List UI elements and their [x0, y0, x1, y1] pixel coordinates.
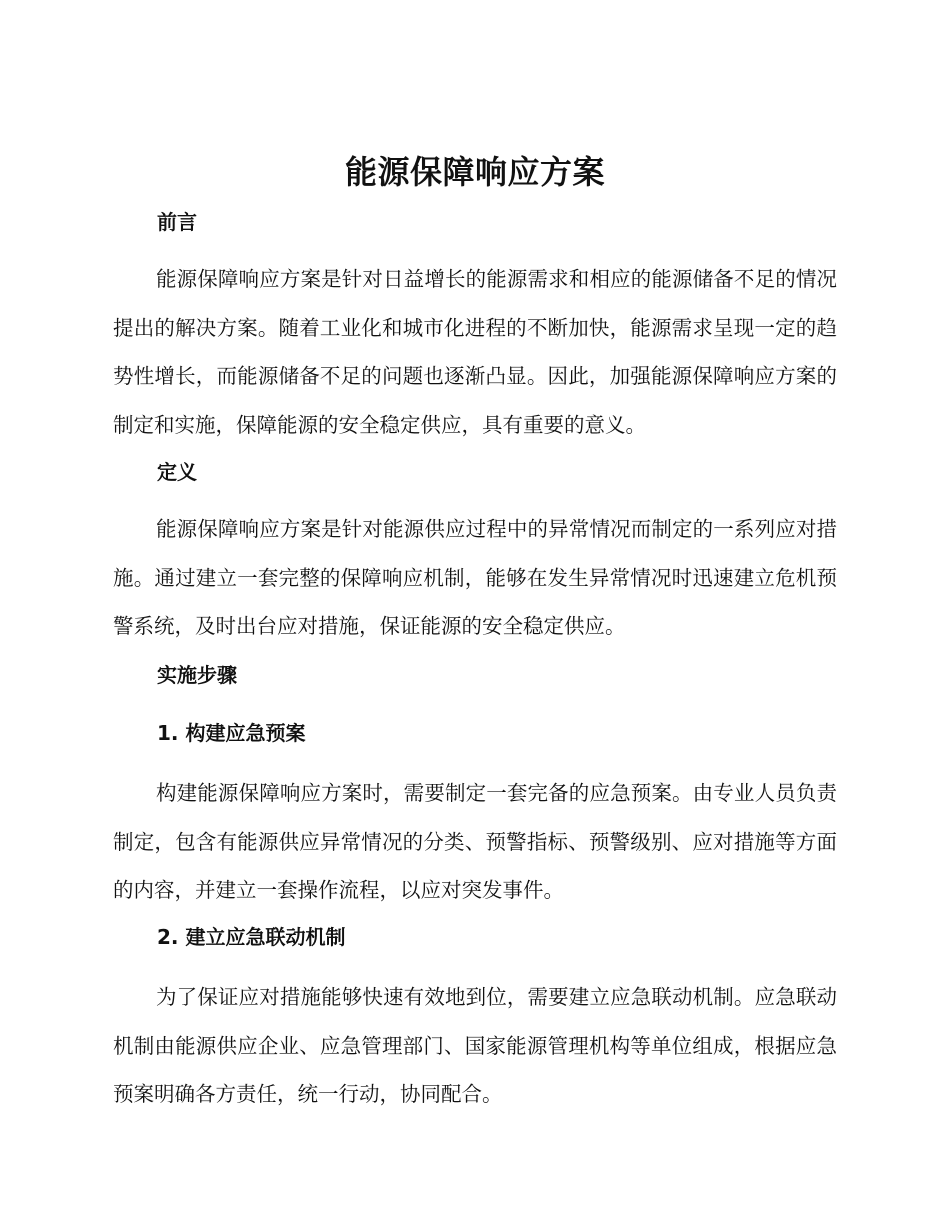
section-heading-preface: 前言	[157, 210, 197, 234]
step-heading-2: 2. 建立应急联动机制	[157, 925, 346, 949]
paragraph-step-1: 构建能源保障响应方案时，需要制定一套完备的应急预案。由专业人员负责制定，包含有能源供应异常情况的分类、预警指标、预警级别、应对措施等方面的内容，并建立一套操作流程，以应对突发事件。	[113, 781, 837, 902]
paragraph-definition: 能源保障响应方案是针对能源供应过程中的异常情况而制定的一系列应对措施。通过建立一套完整的保障响应机制，能够在发生异常情况时迅速建立危机预警系统，及时出台应对措施，保证能源的安全稳定供应。	[113, 517, 837, 638]
step-heading-1: 1. 构建应急预案	[157, 721, 306, 745]
section-heading-definition: 定义	[157, 460, 197, 484]
paragraph-step-2: 为了保证应对措施能够快速有效地到位，需要建立应急联动机制。应急联动机制由能源供应企业、应急管理部门、国家能源管理机构等单位组成，根据应急预案明确各方责任，统一行动，协同配合。	[113, 985, 837, 1106]
document-title: 能源保障响应方案	[344, 153, 605, 191]
paragraph-preface: 能源保障响应方案是针对日益增长的能源需求和相应的能源储备不足的情况提出的解决方案。随着工业化和城市化进程的不断加快，能源需求呈现一定的趋势性增长，而能源储备不足的问题也逐渐凸显。因此，加强能源保障响应方案的制定和实施，保障能源的安全稳定供应，具有重要的意义。	[113, 267, 837, 437]
section-heading-steps: 实施步骤	[157, 663, 237, 687]
